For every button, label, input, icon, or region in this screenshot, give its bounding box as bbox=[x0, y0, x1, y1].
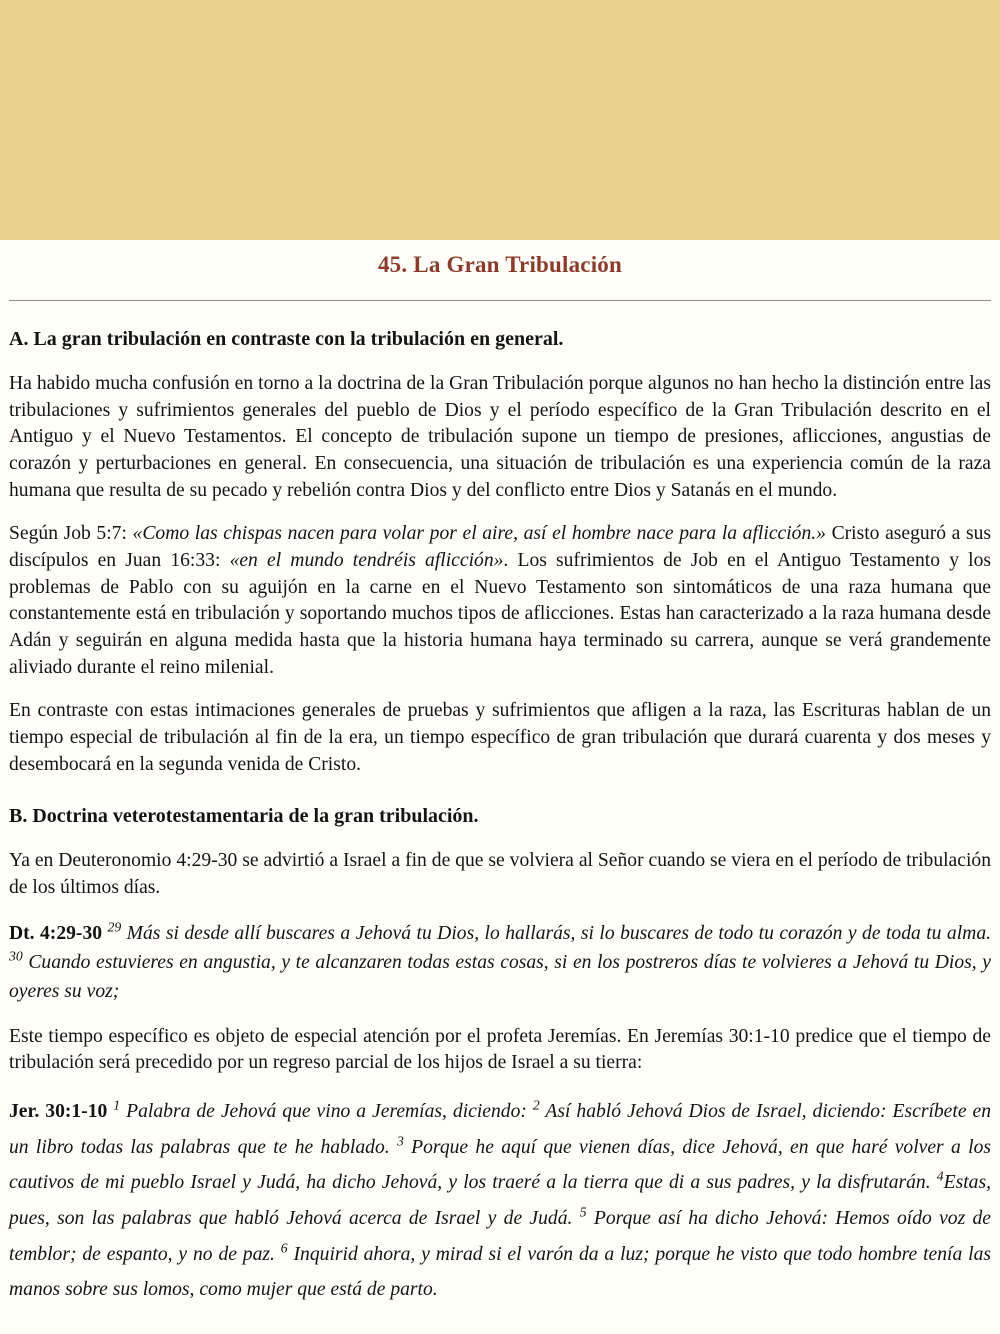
text-run: Este tiempo específico es objeto de especial atención por el profeta Jeremías. En Jeremías 30:1-10 predice que el tiempo de tribulación será precedido por un regreso parcial de los hijos de Israel a su tierra: bbox=[9, 1025, 991, 1074]
heading-section-b bbox=[9, 803, 991, 830]
verse-number: 2 bbox=[532, 1097, 540, 1113]
text-run: Cuando estuvieres en angustia, y te alcanzaren todas estas cosas, si en los postreros días te volvieres a Jehová tu Dios, y oyeres su voz; bbox=[9, 952, 991, 1003]
text-run: «en el mundo tendréis aflicción» bbox=[229, 550, 504, 572]
verse-number: 4 bbox=[936, 1168, 944, 1184]
para-contraste bbox=[9, 698, 991, 778]
para-deuteronomio-intro bbox=[9, 848, 991, 901]
text-run: Cristo aseguró a sus discípulos en Juan 16:33: bbox=[9, 523, 992, 572]
text-run: Porque así ha dicho Jehová: Hemos oído voz de temblor; de espanto, y no de paz. bbox=[9, 1208, 992, 1265]
text-run: Según Job 5:7: bbox=[9, 523, 133, 545]
text-run: A. La gran tribulación en contraste con la tribulación en general. bbox=[9, 328, 564, 350]
text-run: Porque he aquí que vienen días, dice Jehová, en que haré volver a los cautivos de mi pueblo Israel y Judá, ha dicho Jehová, y los traeré a la tierra que di a sus padres, y la disfrutarán. bbox=[9, 1136, 991, 1194]
page-title: 45. La Gran Tribulación bbox=[377, 252, 622, 277]
quote-jer-30-1-10 bbox=[9, 1094, 991, 1308]
text-run: «Como las chispas nacen para volar por el aire, así el hombre nace para la aflicción.» bbox=[132, 523, 826, 545]
para-confusion bbox=[9, 371, 991, 504]
text-run: Así habló Jehová Dios de Israel, diciendo: Escríbete en un libro todas las palabras que te he hablado. bbox=[9, 1101, 991, 1158]
text-run: Inquirid ahora, y mirad si el varón da a luz; porque he visto que todo hombre tenía las manos sobre sus lomos, como mujer que está de parto. bbox=[9, 1243, 991, 1301]
top-margin-band bbox=[0, 0, 1000, 240]
horizontal-rule bbox=[9, 300, 991, 301]
verse-number: 6 bbox=[280, 1240, 288, 1256]
text-run: . Los sufrimientos de Job en el Antiguo Testamento y los problemas de Pablo con su aguijón en la carne en el Nuevo Testamento son sintomáticos de una raza humana que constantemente está en tribulación y soportando muchos tipos de aflicciones. Estas han caracterizado a la raza humana desde Adán y seguirán en alguna medida hasta que la historia humana haya terminado su carrera, aunque se verá grandemente aliviado durante el reino milenial. bbox=[9, 550, 992, 678]
document-body bbox=[9, 326, 991, 1308]
verse-number: 29 bbox=[107, 919, 122, 935]
text-run: En contraste con estas intimaciones generales de pruebas y sufrimientos que afligen a la raza, las Escrituras hablan de un tiempo especial de tribulación al fin de la era, un tiempo específico de gran tribulación que durará cuarenta y dos meses y desembocará en la segunda venida de Cristo. bbox=[9, 700, 991, 775]
verse-number: 3 bbox=[396, 1133, 404, 1149]
text-run: Ya en Deuteronomio 4:29-30 se advirtió a Israel a fin de que se volviera al Señor cuando se viera en el período de tribulación de los últimos días. bbox=[9, 850, 991, 898]
text-run: Más si desde allí buscares a Jehová tu Dios, lo hallarás, si lo buscares de todo tu corazón y de toda tu alma. bbox=[121, 922, 992, 944]
text-run: Dt. 4:29-30 bbox=[9, 922, 108, 944]
para-jeremias-intro bbox=[9, 1024, 991, 1077]
text-run: Jer. 30:1-10 bbox=[9, 1101, 114, 1123]
verse-number: 30 bbox=[9, 948, 23, 964]
text-run: B. Doctrina veterotestamentaria de la gran tribulación. bbox=[9, 805, 479, 828]
document-page bbox=[0, 240, 1000, 1308]
verse-number: 5 bbox=[579, 1204, 587, 1220]
text-run: Estas, pues, son las palabras que habló Jehová acerca de Israel y de Judá. bbox=[9, 1172, 991, 1230]
verse-number: 1 bbox=[113, 1097, 121, 1113]
text-run: Ha habido mucha confusión en torno a la doctrina de la Gran Tribulación porque algunos no han hecho la distinción entre las tribulaciones y sufrimientos generales del pueblo de Dios y el período específico de la Gran Tribulación descrito en el Antiguo y el Nuevo Testamentos. El concepto de tribulación supone un tiempo de presiones, aflicciones, angustias de corazón y perturbaciones en general. En consecuencia, una situación de tribulación es una experiencia común de la raza humana que resulta de su pecado y rebelión contra Dios y del conflicto entre Dios y Satanás en el mundo. bbox=[9, 373, 991, 501]
para-job bbox=[9, 521, 991, 681]
quote-dt-4-29-30 bbox=[9, 919, 991, 1007]
heading-section-a bbox=[9, 326, 991, 353]
text-run: Palabra de Jehová que vino a Jeremías, diciendo: bbox=[120, 1101, 533, 1123]
